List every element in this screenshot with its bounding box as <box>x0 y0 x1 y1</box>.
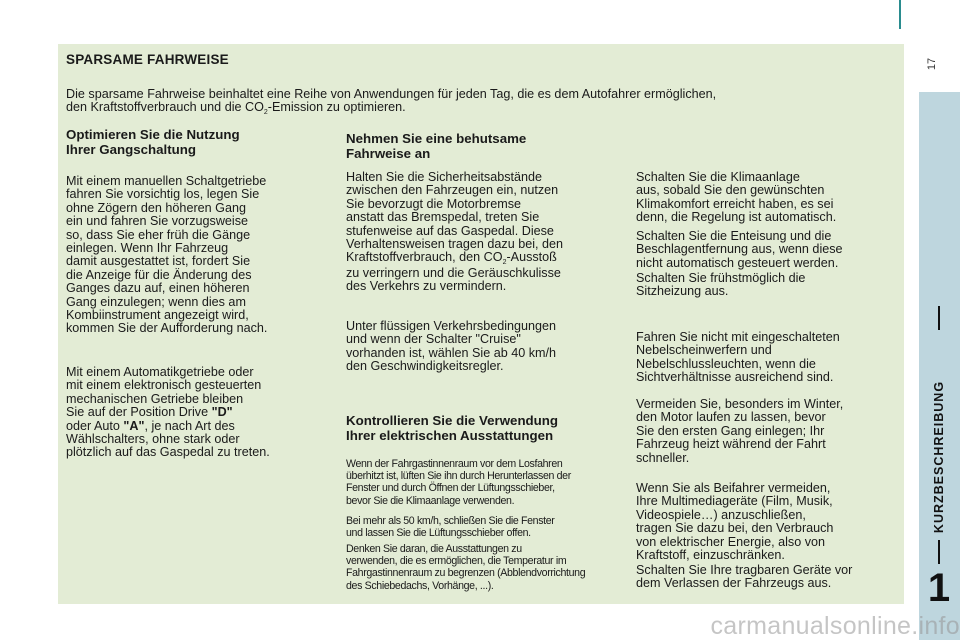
page-number: 17 <box>926 57 939 71</box>
top-accent-line <box>899 0 901 29</box>
col3-winter-paragraph: Vermeiden Sie, besonders im Winter, den Motor laufen zu lassen, bevor Sie den ersten Gang einlegen; Ihr Fahrzeug heizt während der Fahrt schneller. <box>636 397 844 465</box>
chapter-label: KURZBESCHREIBUNG <box>932 380 946 534</box>
col2-ventilation-note: Wenn der Fahrgastinnenraum vor dem Losfahren überhitzt ist, lüften Sie ihn durch Herunterlassen der Fenster und durch Öffnen der Lüftungsschieber, bevor Sie die Klimaanlage verwenden. <box>346 458 571 507</box>
intro-paragraph: Die sparsame Fahrweise beinhaltet eine Reihe von Anwendungen für jeden Tag, die es dem Autofahrer ermöglichen, den Kraftstoffverbrauch und die $CO_2$-Emission zu optimieren. <box>66 87 717 117</box>
col2-cruise-paragraph: Unter flüssigen Verkehrsbedingungen und wenn der Schalter "Cruise" vorhanden ist, wählen Sie ab 40 km/h den Geschwindigkeitsregler. <box>346 319 557 374</box>
sidebar-tick-top <box>938 306 940 330</box>
col3-seatheating-paragraph: Schalten Sie frühstmöglich die Sitzheizung aus. <box>636 271 806 299</box>
col3-foglight-paragraph: Fahren Sie nicht mit eingeschalteten Nebelscheinwerfern und Nebelschlussleuchten, wenn die Sichtverhältnisse ausreichend sind. <box>636 330 840 385</box>
watermark: carmanualsonline.info <box>710 612 960 640</box>
col2-heading: Nehmen Sie eine behutsame Fahrweise an <box>346 131 527 161</box>
col1-automatic-paragraph: Mit einem Automatikgetriebe oder mit einem elektronisch gesteuerten mechanischen Getriebe bleiben Sie auf der Position Drive "D" oder Auto "A", je nach Art des Wählschalters, ohne stark oder plötzlich auf das Gaspedal zu treten. <box>66 365 270 460</box>
chapter-number: 1 <box>927 566 951 610</box>
col1-manual-paragraph: Mit einem manuellen Schaltgetriebe fahren Sie vorsichtig los, legen Sie ohne Zögern den höheren Gang ein und fahren Sie vorzugsweise so, dass Sie eher früh die Gänge einlegen. Wenn Ihr Fahrzeug damit ausgestattet ist, fordert Sie die Anzeige für die Änderung des Ganges dazu auf, einen höheren Gang einzulegen; wenn dies am Kombiinstrument angezeigt wird, kommen Sie der Aufforderung nach. <box>66 174 268 336</box>
section-title: SPARSAME FAHRWEISE <box>66 52 229 67</box>
col3-defrost-paragraph: Schalten Sie die Enteisung und die Beschlagentfernung aus, wenn diese nicht automatisch gesteuert werden. <box>636 229 843 270</box>
col3-aircon-paragraph: Schalten Sie die Klimaanlage aus, sobald Sie den gewünschten Klimakomfort erreicht haben, es sei denn, die Regelung ist automatisch. <box>636 170 837 225</box>
col2-temperature-note: Denken Sie daran, die Ausstattungen zu verwenden, die es ermöglichen, die Temperatur im Fahrgastinnenraum zu begrenzen (Abblendvorrichtung des Schiebedachs, Vorhänge, ...). <box>346 543 586 592</box>
col2-driving-paragraph: Halten Sie die Sicherheitsabstände zwischen den Fahrzeugen ein, nutzen Sie bevorzugt die Motorbremse anstatt das Bremspedal, treten Sie stufenweise auf das Gaspedal. Diese Verhaltensweisen tragen dazu bei, den Kraftstoffverbrauch, den $CO_2$-Ausstoß zu verringern und die Geräuschkulisse des Verkehrs zu vermindern. <box>346 170 564 294</box>
col1-heading: Optimieren Sie die Nutzung Ihrer Gangschaltung <box>66 127 240 157</box>
col3-multimedia-paragraph: Wenn Sie als Beifahrer vermeiden, Ihre Multimediageräte (Film, Musik, Videospiele…) anzuschließen, tragen Sie dazu bei, den Verbrauch von elektrischer Energie, also von Kraftstoff, einzuschränken. <box>636 481 834 563</box>
col3-portable-paragraph: Schalten Sie Ihre tragbaren Geräte vor dem Verlassen der Fahrzeugs aus. <box>636 563 853 591</box>
col2-windows-note: Bei mehr als 50 km/h, schließen Sie die Fenster und lassen Sie die Lüftungsschieber offen. <box>346 515 555 540</box>
col2-electrical-heading: Kontrollieren Sie die Verwendung Ihrer elektrischen Ausstattungen <box>346 413 559 443</box>
sidebar-tick-bottom <box>938 540 940 564</box>
